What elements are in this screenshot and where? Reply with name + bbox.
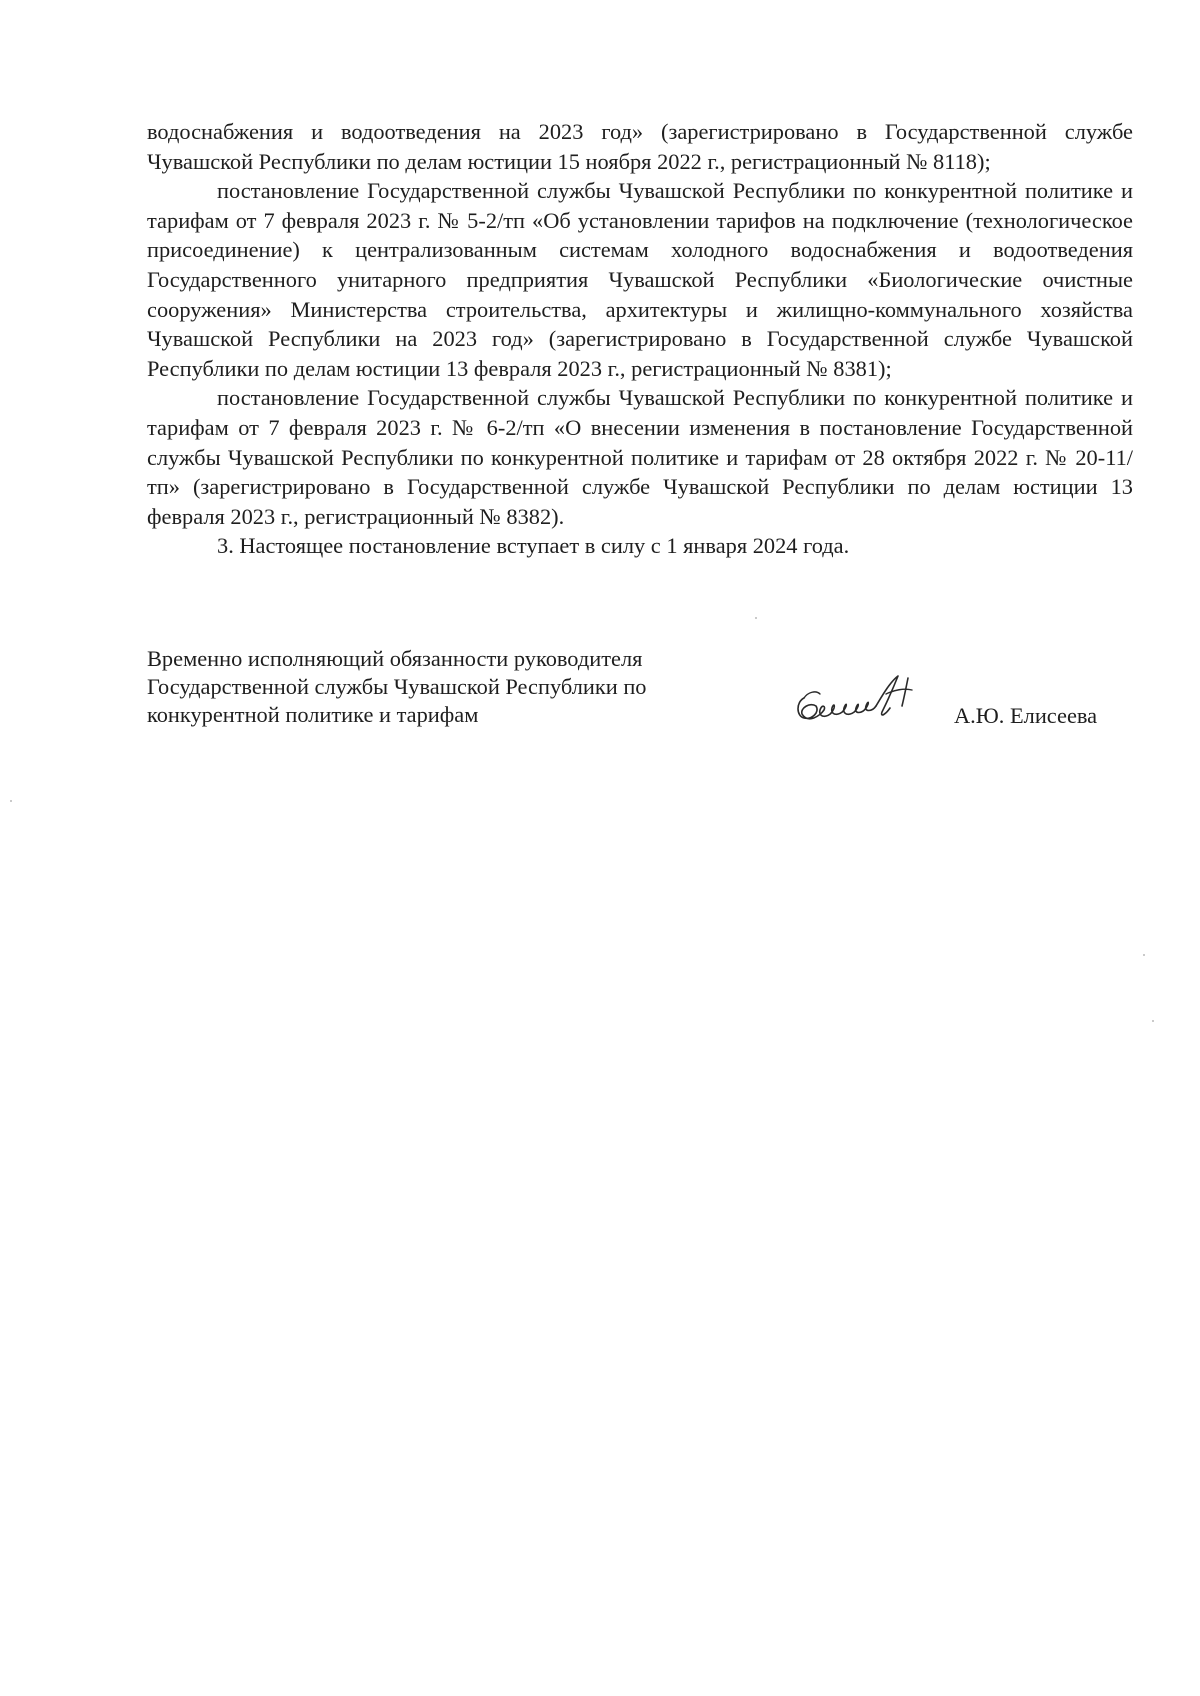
paragraph-effective-date: 3. Настоящее постановление вступает в силу с 1 января 2024 года. [217,533,850,559]
signer-name: А.Ю. Елисеева [954,703,1098,728]
scan-speck [1143,954,1145,956]
scan-speck [755,617,757,619]
paragraph-resolution-6-2-tp: постановление Государственной службы Чувашской Республики по конкурентной политике и тарифам от 7 февраля 2023 г. № 6-2/тп «О внесении изменения в постановление Государственной службы Чувашской Республики по конкурентной политике и тарифам от 28 октября 2022 г. № 20-11/тп» (зарегистрировано в Государственной службе Чувашской Республики по делам юстиции 13 февраля 2023 г., регистрационный № 8382). [147,385,1133,529]
position-line-1: Временно исполняющий обязанности руководителя [147,646,643,671]
position-line-3: конкурентной политике и тарифам [147,702,479,727]
scan-speck [1152,1020,1154,1022]
document-body [147,117,1133,561]
paragraph-water-registration: водоснабжения и водоотведения на 2023 год» (зарегистрировано в Государственной службе Чувашской Республики по делам юстиции 15 ноября 2022 г., регистрационный № 8118); [147,119,1133,174]
position-line-2: Государственной службы Чувашской Республики по [147,674,647,699]
scan-speck [10,800,12,802]
paragraph-resolution-5-2-tp: постановление Государственной службы Чувашской Республики по конкурентной политике и тарифам от 7 февраля 2023 г. № 5-2/тп «Об установлении тарифов на подключение (технологическое присоединение) к централизованным системам холодного водоснабжения и водоотведения Государственного унитарного предприятия Чувашской Республики «Биологические очистные сооружения» Министерства строительства, архитектуры и жилищно-коммунального хозяйства Чувашской Республики на 2023 год» (зарегистрировано в Государственной службе Чувашской Республики по делам юстиции 13 февраля 2023 г., регистрационный № 8381); [147,178,1133,381]
signatory-position [147,645,707,729]
handwritten-signature [790,672,930,732]
